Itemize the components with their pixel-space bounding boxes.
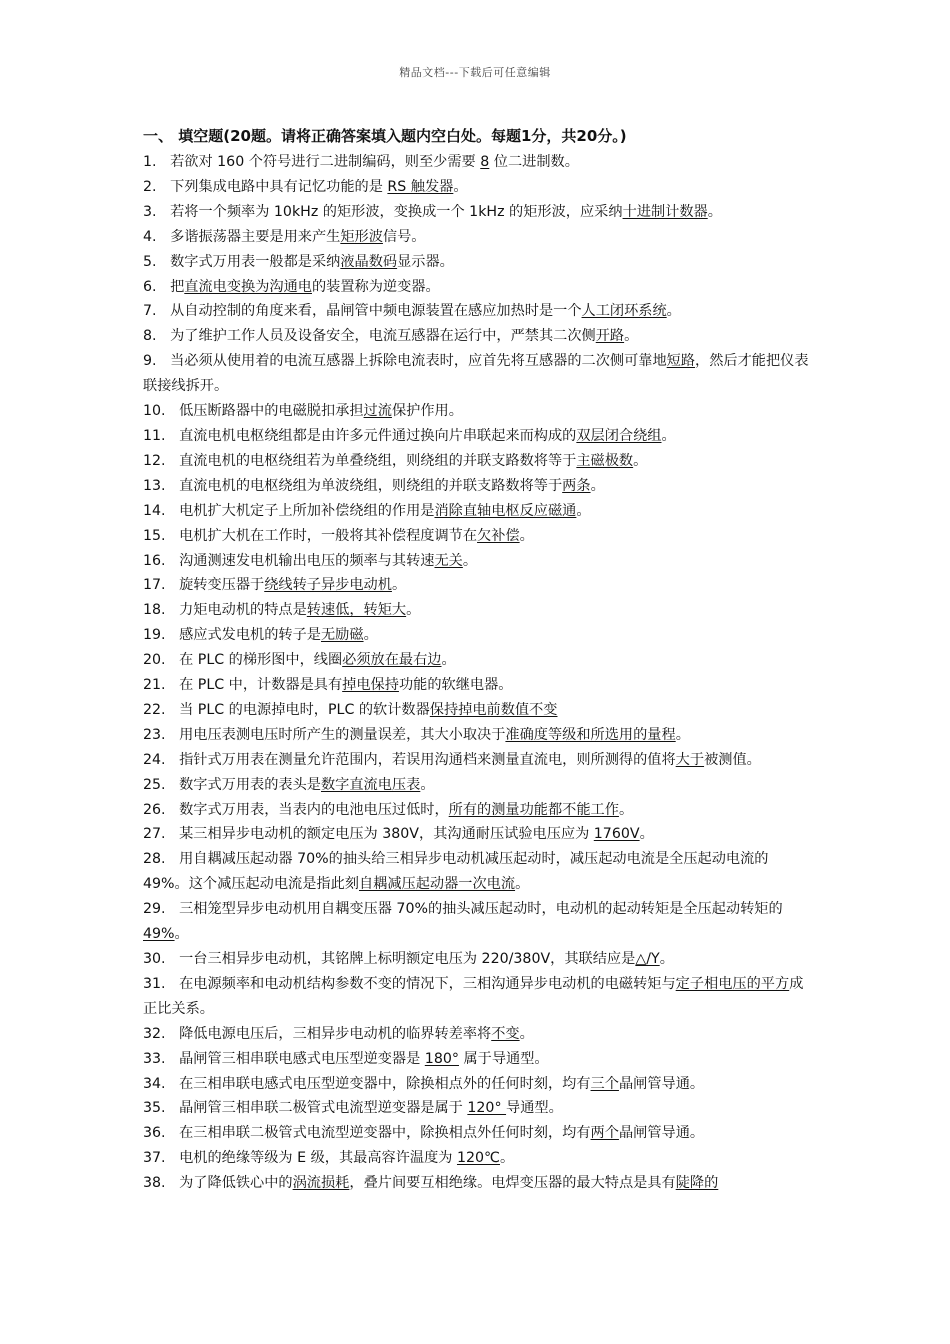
question-text: 。 (707, 203, 722, 220)
question-text: 。 (515, 876, 530, 893)
answer-text: 数字直流电压表 (320, 776, 421, 793)
question-item (143, 773, 815, 798)
question-text: 一台三相异步电动机，其铭牌上标明额定电压为 220/380V，其联结应是 (179, 951, 636, 967)
question-item (143, 723, 815, 748)
question-number: 22. (143, 701, 180, 718)
question-number: 5. (143, 253, 171, 270)
question-number: 29. (143, 901, 180, 918)
question-text: 晶闸管导通。 (618, 1125, 705, 1142)
question-item (143, 474, 815, 499)
question-text: 显示器。 (397, 253, 454, 270)
question-item (143, 1171, 815, 1196)
answer-text: 准确度等级和所选用的量程 (505, 726, 676, 743)
question-number: 26. (143, 801, 180, 818)
answer-text: 欠补偿 (477, 527, 520, 544)
question-number: 30. (143, 951, 180, 967)
question-number: 25. (143, 776, 180, 793)
question-item (143, 1072, 815, 1097)
question-text: 若将一个频率为 10kHz 的矩形波，变换成一个 1kHz 的矩形波，应采纳 (170, 203, 623, 220)
question-item (143, 549, 815, 574)
question-text: 多谐振荡器主要是用来产生 (170, 228, 341, 245)
question-number: 8. (143, 328, 171, 345)
question-item (143, 250, 815, 275)
question-item (143, 299, 815, 324)
question-text: 为了降低铁心中的 (179, 1175, 293, 1192)
question-number: 18. (143, 602, 180, 619)
question-item (143, 225, 815, 250)
question-text: 直流电机的电枢绕组为单波绕组，则绕组的并联支路数将等于 (179, 477, 563, 494)
question-item (143, 822, 815, 847)
question-number: 28. (143, 851, 180, 868)
question-item (143, 499, 815, 524)
question-number: 35. (143, 1100, 180, 1117)
question-text: 晶闸管导通。 (618, 1075, 705, 1092)
question-item (143, 399, 815, 424)
question-text: 当必须从使用着的电流互感器上拆除电流表时，应首先将互感器的二次侧可靠地 (170, 353, 667, 370)
question-text: 。 (499, 1150, 515, 1167)
question-number: 34. (143, 1075, 180, 1092)
question-number: 7. (143, 303, 171, 320)
question-text: 。 (453, 178, 468, 195)
question-text: 位二进制数。 (489, 154, 579, 170)
question-text: 三相笼型异步电动机用自耦变压器 70%的抽头减压起动时，电动机的起动转矩是全压起动转矩的 (179, 901, 783, 918)
question-number: 38. (143, 1175, 180, 1192)
question-text: 直流电机的电枢绕组若为单叠绕组，则绕组的并联支路数将等于 (179, 452, 577, 469)
answer-text: 十进制计数器 (622, 203, 708, 220)
question-text: 。 (639, 826, 654, 843)
question-item (143, 598, 815, 623)
question-text: 数字式万用表的表头是 (179, 776, 321, 793)
question-text: 降低电源电压后，三相异步电动机的临界转差率将 (179, 1025, 492, 1042)
question-text: 被测值。 (704, 751, 761, 768)
question-item (143, 1047, 815, 1072)
question-item (143, 524, 815, 549)
question-item (143, 573, 815, 598)
page-header: 精品文档---下载后可任意编辑 (399, 66, 551, 79)
question-text: 。 (519, 1025, 534, 1042)
answer-text: 120℃ (456, 1150, 500, 1167)
question-number: 12. (143, 452, 180, 469)
question-number: 11. (143, 427, 180, 444)
question-text: 在 PLC 的梯形图中，线圈 (179, 652, 343, 669)
question-number: 6. (143, 278, 171, 295)
question-text: 。 (633, 452, 648, 469)
answer-text: 绕线转子异步电动机 (264, 577, 392, 594)
question-text: 。 (618, 801, 634, 818)
question-item (143, 175, 815, 200)
question-item (143, 1146, 815, 1171)
question-text: 。 (391, 577, 407, 594)
answer-text: 大于 (675, 751, 705, 768)
question-item (143, 424, 815, 449)
question-item (143, 275, 815, 300)
answer-text: 不变 (491, 1025, 520, 1042)
answer-text: 必须放在最右边 (342, 652, 442, 669)
question-text: ，然后才能把仪表联接线拆开。 (143, 353, 809, 395)
question-text: 直流电机电枢绕组都是由许多元件通过换向片串联起来而构成的 (179, 427, 577, 444)
question-number: 21. (143, 677, 180, 694)
question-text: 在三相串联电感式电压型逆变器中，除换相点外的任何时刻，均有 (179, 1075, 591, 1092)
answer-text: 涡流损耗 (292, 1175, 350, 1192)
answer-text: 短路 (666, 353, 696, 370)
question-number: 1. (143, 154, 171, 170)
answer-text: 主磁极数 (576, 452, 634, 469)
answer-text: 定子相电压的平方 (675, 975, 790, 992)
question-text: 。 (576, 502, 591, 519)
answer-text: 陡降的 (675, 1175, 719, 1192)
question-item (143, 623, 815, 648)
question-item (143, 324, 815, 349)
question-number: 4. (143, 228, 171, 245)
question-text: 在电源频率和电动机结构参数不变的情况下，三相沟通异步电动机的电磁转矩与 (179, 975, 676, 992)
question-item (143, 798, 815, 823)
answer-text: 液晶数码 (340, 253, 398, 270)
question-text: 。 (174, 926, 189, 943)
answer-text: 过流 (363, 403, 392, 420)
question-text: 指针式万用表在测量允许范围内，若误用沟通档来测量直流电，则所测得的值将 (179, 751, 676, 768)
question-text: 。 (441, 652, 456, 669)
question-section (143, 124, 815, 1196)
answer-text: 掉电保持 (342, 677, 399, 694)
answer-text: 转速低，转矩大 (306, 602, 407, 619)
answer-text: 8 (480, 154, 490, 170)
answer-text: 无励磁 (320, 627, 364, 644)
answer-text: 保持掉电前数值不变 (429, 701, 558, 718)
answer-text: 三个 (590, 1075, 619, 1092)
question-text: 若欲对 160 个符号进行二进制编码，则至少需要 (170, 154, 481, 170)
question-item (143, 698, 815, 723)
question-text: 下列集成电路中具有记忆功能的是 (170, 178, 388, 195)
answer-text: 120° (467, 1100, 507, 1117)
question-text: 晶闸管三相串联二极管式电流型逆变器是属于 (179, 1100, 468, 1117)
answer-text: 49% (143, 926, 175, 943)
question-text: 沟通测速发电机输出电压的频率与其转速 (179, 552, 435, 569)
question-text: 数字式万用表一般都是采纳 (170, 253, 341, 270)
question-number: 37. (143, 1150, 180, 1167)
question-text: 。 (420, 776, 435, 793)
question-text: 的装置称为逆变器。 (311, 278, 440, 295)
question-number: 15. (143, 527, 180, 544)
question-number: 9. (143, 353, 171, 370)
question-item (143, 897, 815, 947)
answer-text: 消除直轴电枢反应磁通 (434, 502, 577, 519)
question-item (143, 748, 815, 773)
question-text: 数字式万用表，当表内的电池电压过低时， (179, 801, 449, 818)
question-item (143, 947, 815, 972)
question-number: 36. (143, 1125, 180, 1142)
answer-text: 开路 (595, 328, 625, 345)
question-text: 用自耦减压起动器 70%的抽头给三相异步电动机减压起动时，减压起动电流是全压起动电流的 49%。这个减压起动电流是指此刻 (143, 851, 769, 893)
question-number: 31. (143, 975, 180, 992)
question-number: 16. (143, 552, 180, 569)
question-text: 。 (519, 527, 534, 544)
question-text: 。 (659, 951, 674, 967)
question-number: 13. (143, 477, 180, 494)
question-text: 属于导通型。 (458, 1050, 549, 1067)
question-number: 27. (143, 826, 180, 843)
question-text: 为了维护工作人员及设备安全，电流互感器在运行中，严禁其二次侧 (170, 328, 596, 345)
question-number: 14. (143, 502, 180, 519)
question-text: 力矩电动机的特点是 (179, 602, 307, 619)
question-text: 在三相串联二极管式电流型逆变器中，除换相点外任何时刻，均有 (179, 1125, 591, 1142)
question-number: 17. (143, 577, 180, 594)
question-text: 晶闸管三相串联电感式电压型逆变器是 (179, 1050, 425, 1067)
question-item (143, 449, 815, 474)
question-number: 33. (143, 1050, 180, 1067)
question-number: 32. (143, 1025, 180, 1042)
question-item (143, 200, 815, 225)
question-text: 导通型。 (506, 1100, 563, 1117)
answer-text: 1760V (593, 826, 640, 843)
question-text: 用电压表测电压时所产生的测量误差，其大小取决于 (179, 726, 506, 743)
answer-text: △/Y (635, 951, 660, 967)
question-text: 把 (170, 278, 185, 295)
question-item (143, 1022, 815, 1047)
answer-text: 无关 (434, 552, 463, 569)
answer-text: 直流电变换为沟通电 (184, 278, 312, 295)
question-text: 信号。 (382, 228, 426, 245)
question-text: 。 (406, 602, 421, 619)
question-text: 。 (462, 552, 478, 569)
question-text: 功能的软继电器。 (398, 677, 513, 694)
answer-text: 矩形波 (340, 228, 383, 245)
question-item (143, 847, 815, 897)
question-text: 当 PLC 的电源掉电时，PLC 的软计数器 (179, 701, 430, 718)
answer-text: 双层闭合绕组 (576, 427, 662, 444)
question-text: 低压断路器中的电磁脱扣承担 (179, 403, 364, 420)
question-text: 。 (661, 427, 676, 444)
answer-text: 180° (424, 1050, 459, 1067)
question-item (143, 1121, 815, 1146)
answer-text: 两条 (562, 477, 591, 494)
question-item (143, 1096, 815, 1121)
question-item (143, 349, 815, 399)
question-text: 感应式发电机的转子是 (179, 627, 321, 644)
question-text: 。 (624, 328, 639, 345)
question-number: 10. (143, 403, 180, 420)
answer-text: 所有的测量功能都不能工作 (448, 801, 619, 818)
question-number: 19. (143, 627, 180, 644)
answer-text: 两个 (590, 1125, 619, 1142)
question-text: 旋转变压器于 (179, 577, 265, 594)
question-list (143, 150, 815, 1196)
question-item (143, 673, 815, 698)
question-text: 电机扩大机在工作时，一般将其补偿程度调节在 (179, 527, 478, 544)
section-title: 一、 填空题(20题。请将正确答案填入题内空白处。每题1分，共20分。) (143, 127, 627, 145)
question-text: 在 PLC 中，计数器是具有 (179, 677, 343, 694)
question-text: 。 (590, 477, 605, 494)
question-number: 24. (143, 751, 180, 768)
question-text: 保护作用。 (391, 403, 463, 420)
question-item (143, 648, 815, 673)
question-text: 。 (675, 726, 690, 743)
question-text: ，叠片间要互相绝缘。电焊变压器的最大特点是具有 (349, 1175, 676, 1192)
question-text: 电机扩大机定子上所加补偿绕组的作用是 (179, 502, 435, 519)
question-number: 20. (143, 652, 180, 669)
question-number: 2. (143, 178, 171, 195)
question-item (143, 972, 815, 1022)
question-number: 23. (143, 726, 180, 743)
question-text: 。 (363, 627, 378, 644)
answer-text: 自耦减压起动器一次电流 (358, 876, 516, 893)
question-number: 3. (143, 203, 171, 220)
question-item (143, 150, 815, 175)
question-text: 。 (666, 303, 681, 320)
answer-text: RS 触发器 (387, 178, 454, 195)
question-text: 某三相异步电动机的额定电压为 380V，其沟通耐压试验电压应为 (179, 826, 594, 843)
question-text: 成正比关系。 (143, 975, 804, 1017)
question-text: 从自动控制的角度来看，晶闸管中频电源装置在感应加热时是一个 (170, 303, 582, 320)
answer-text: 人工闭环系统 (581, 303, 667, 320)
question-text: 电机的绝缘等级为 E 级，其最高容许温度为 (179, 1150, 457, 1167)
